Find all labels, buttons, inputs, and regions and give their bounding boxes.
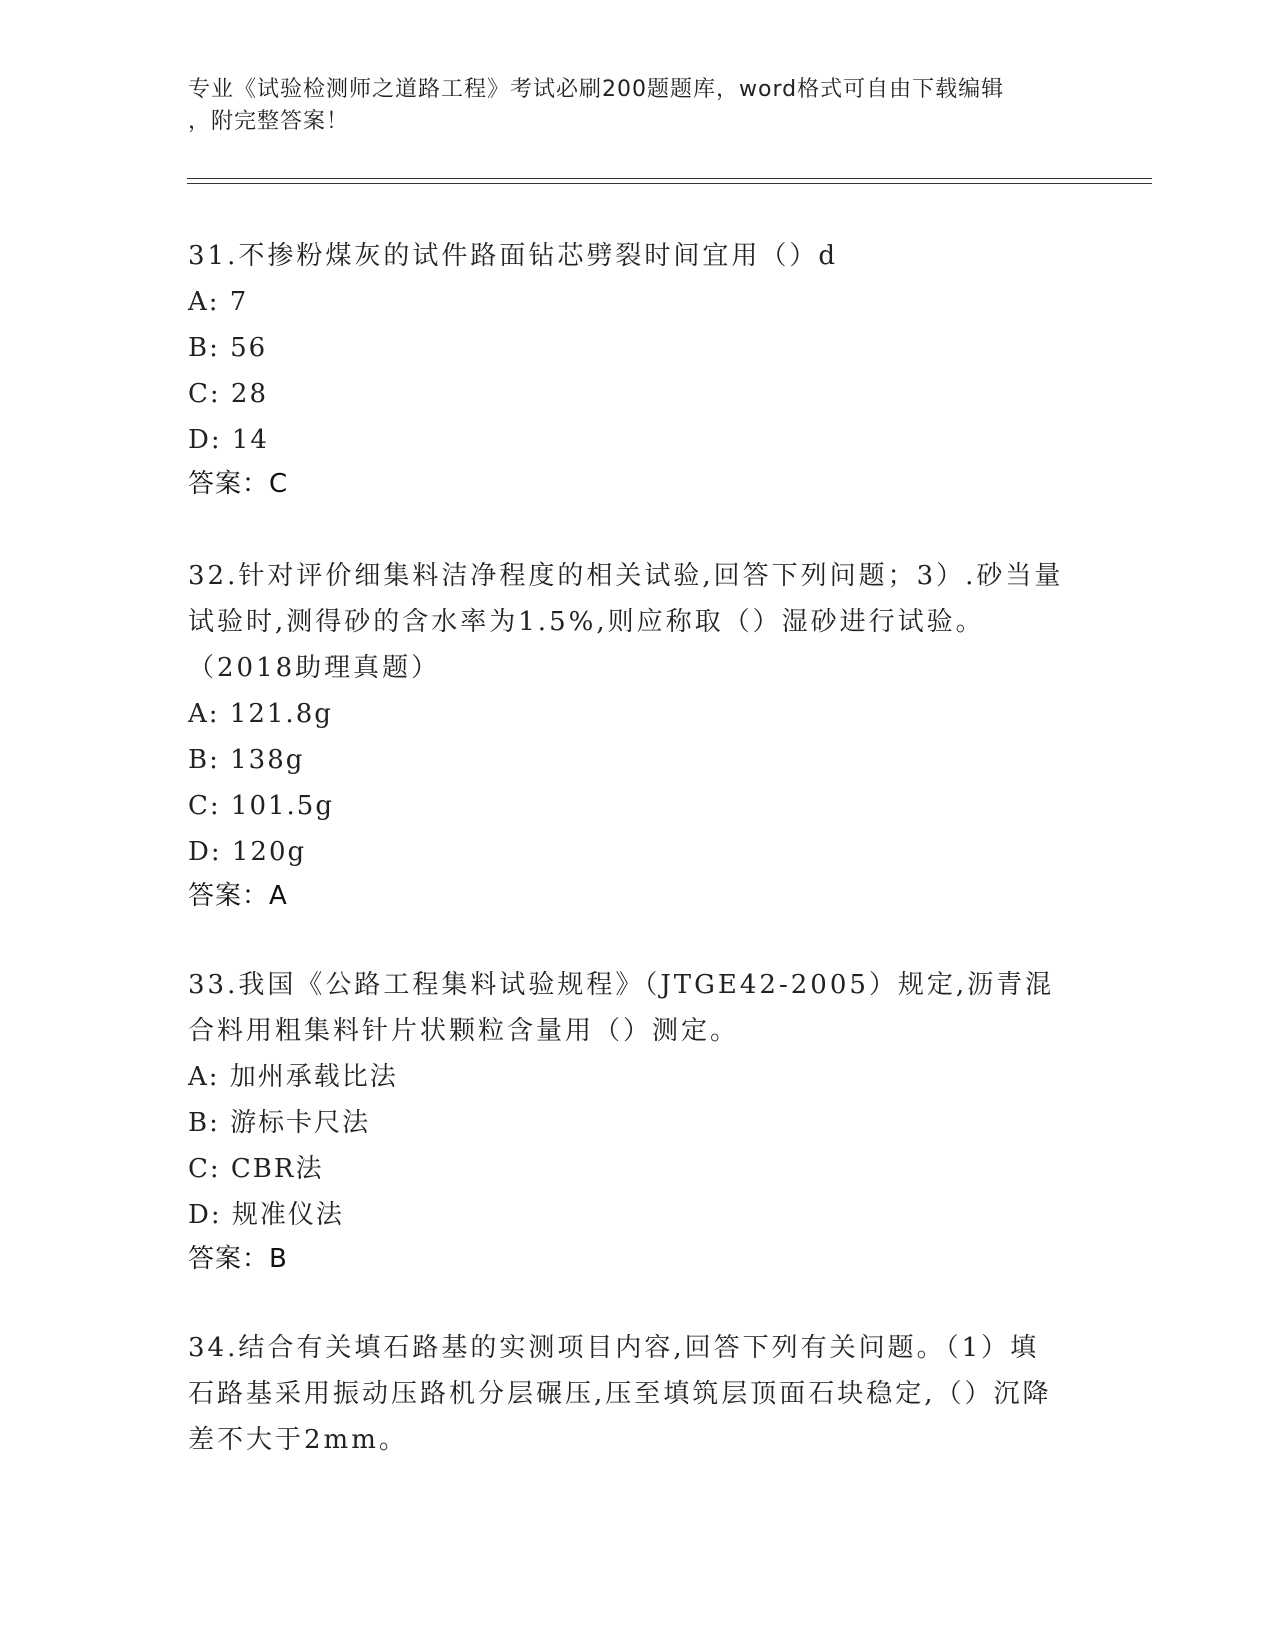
option-b: B: 138g bbox=[188, 745, 305, 775]
header-line-1: 专业《试验检测师之道路工程》考试必刷200题题库，word格式可自由下载编辑 bbox=[188, 77, 1005, 102]
question-33 bbox=[188, 962, 1068, 1280]
answer: 答案：C bbox=[188, 469, 289, 499]
option-a: A: 加州承载比法 bbox=[188, 1062, 398, 1092]
question-31 bbox=[188, 233, 1068, 505]
question-stem: 32.针对评价细集料洁净程度的相关试验,回答下列问题；3）.砂当量试验时,测得砂的含水率为1.5%,则应称取（）湿砂进行试验。（2018助理真题） bbox=[188, 561, 1064, 683]
option-c: C: 101.5g bbox=[188, 791, 334, 821]
answer: 答案：B bbox=[188, 1244, 288, 1274]
option-d: D: 120g bbox=[188, 837, 307, 867]
answer: 答案：A bbox=[188, 881, 288, 911]
document-header bbox=[188, 74, 1068, 138]
option-b: B: 56 bbox=[188, 333, 268, 363]
question-32 bbox=[188, 553, 1068, 917]
option-d: D: 14 bbox=[188, 425, 269, 455]
question-stem: 31.不掺粉煤灰的试件路面钻芯劈裂时间宜用（）d bbox=[188, 241, 838, 271]
option-a: A: 7 bbox=[188, 287, 249, 317]
option-a: A: 121.8g bbox=[188, 699, 333, 729]
option-c: C: 28 bbox=[188, 379, 269, 409]
header-divider-bottom bbox=[187, 183, 1152, 184]
header-divider-top bbox=[187, 178, 1152, 179]
header-line-2: ，附完整答案！ bbox=[188, 109, 350, 134]
option-d: D: 规准仪法 bbox=[188, 1200, 344, 1230]
question-stem: 33.我国《公路工程集料试验规程》（JTGE42-2005）规定,沥青混合料用粗集料针片状颗粒含量用（）测定。 bbox=[188, 970, 1055, 1046]
option-b: B: 游标卡尺法 bbox=[188, 1108, 371, 1138]
question-stem: 34.结合有关填石路基的实测项目内容,回答下列有关问题。（1）填石路基采用振动压路机分层碾压,压至填筑层顶面石块稳定,（）沉降差不大于2mm。 bbox=[188, 1333, 1052, 1455]
question-34 bbox=[188, 1325, 1068, 1463]
option-c: C: CBR法 bbox=[188, 1154, 324, 1184]
